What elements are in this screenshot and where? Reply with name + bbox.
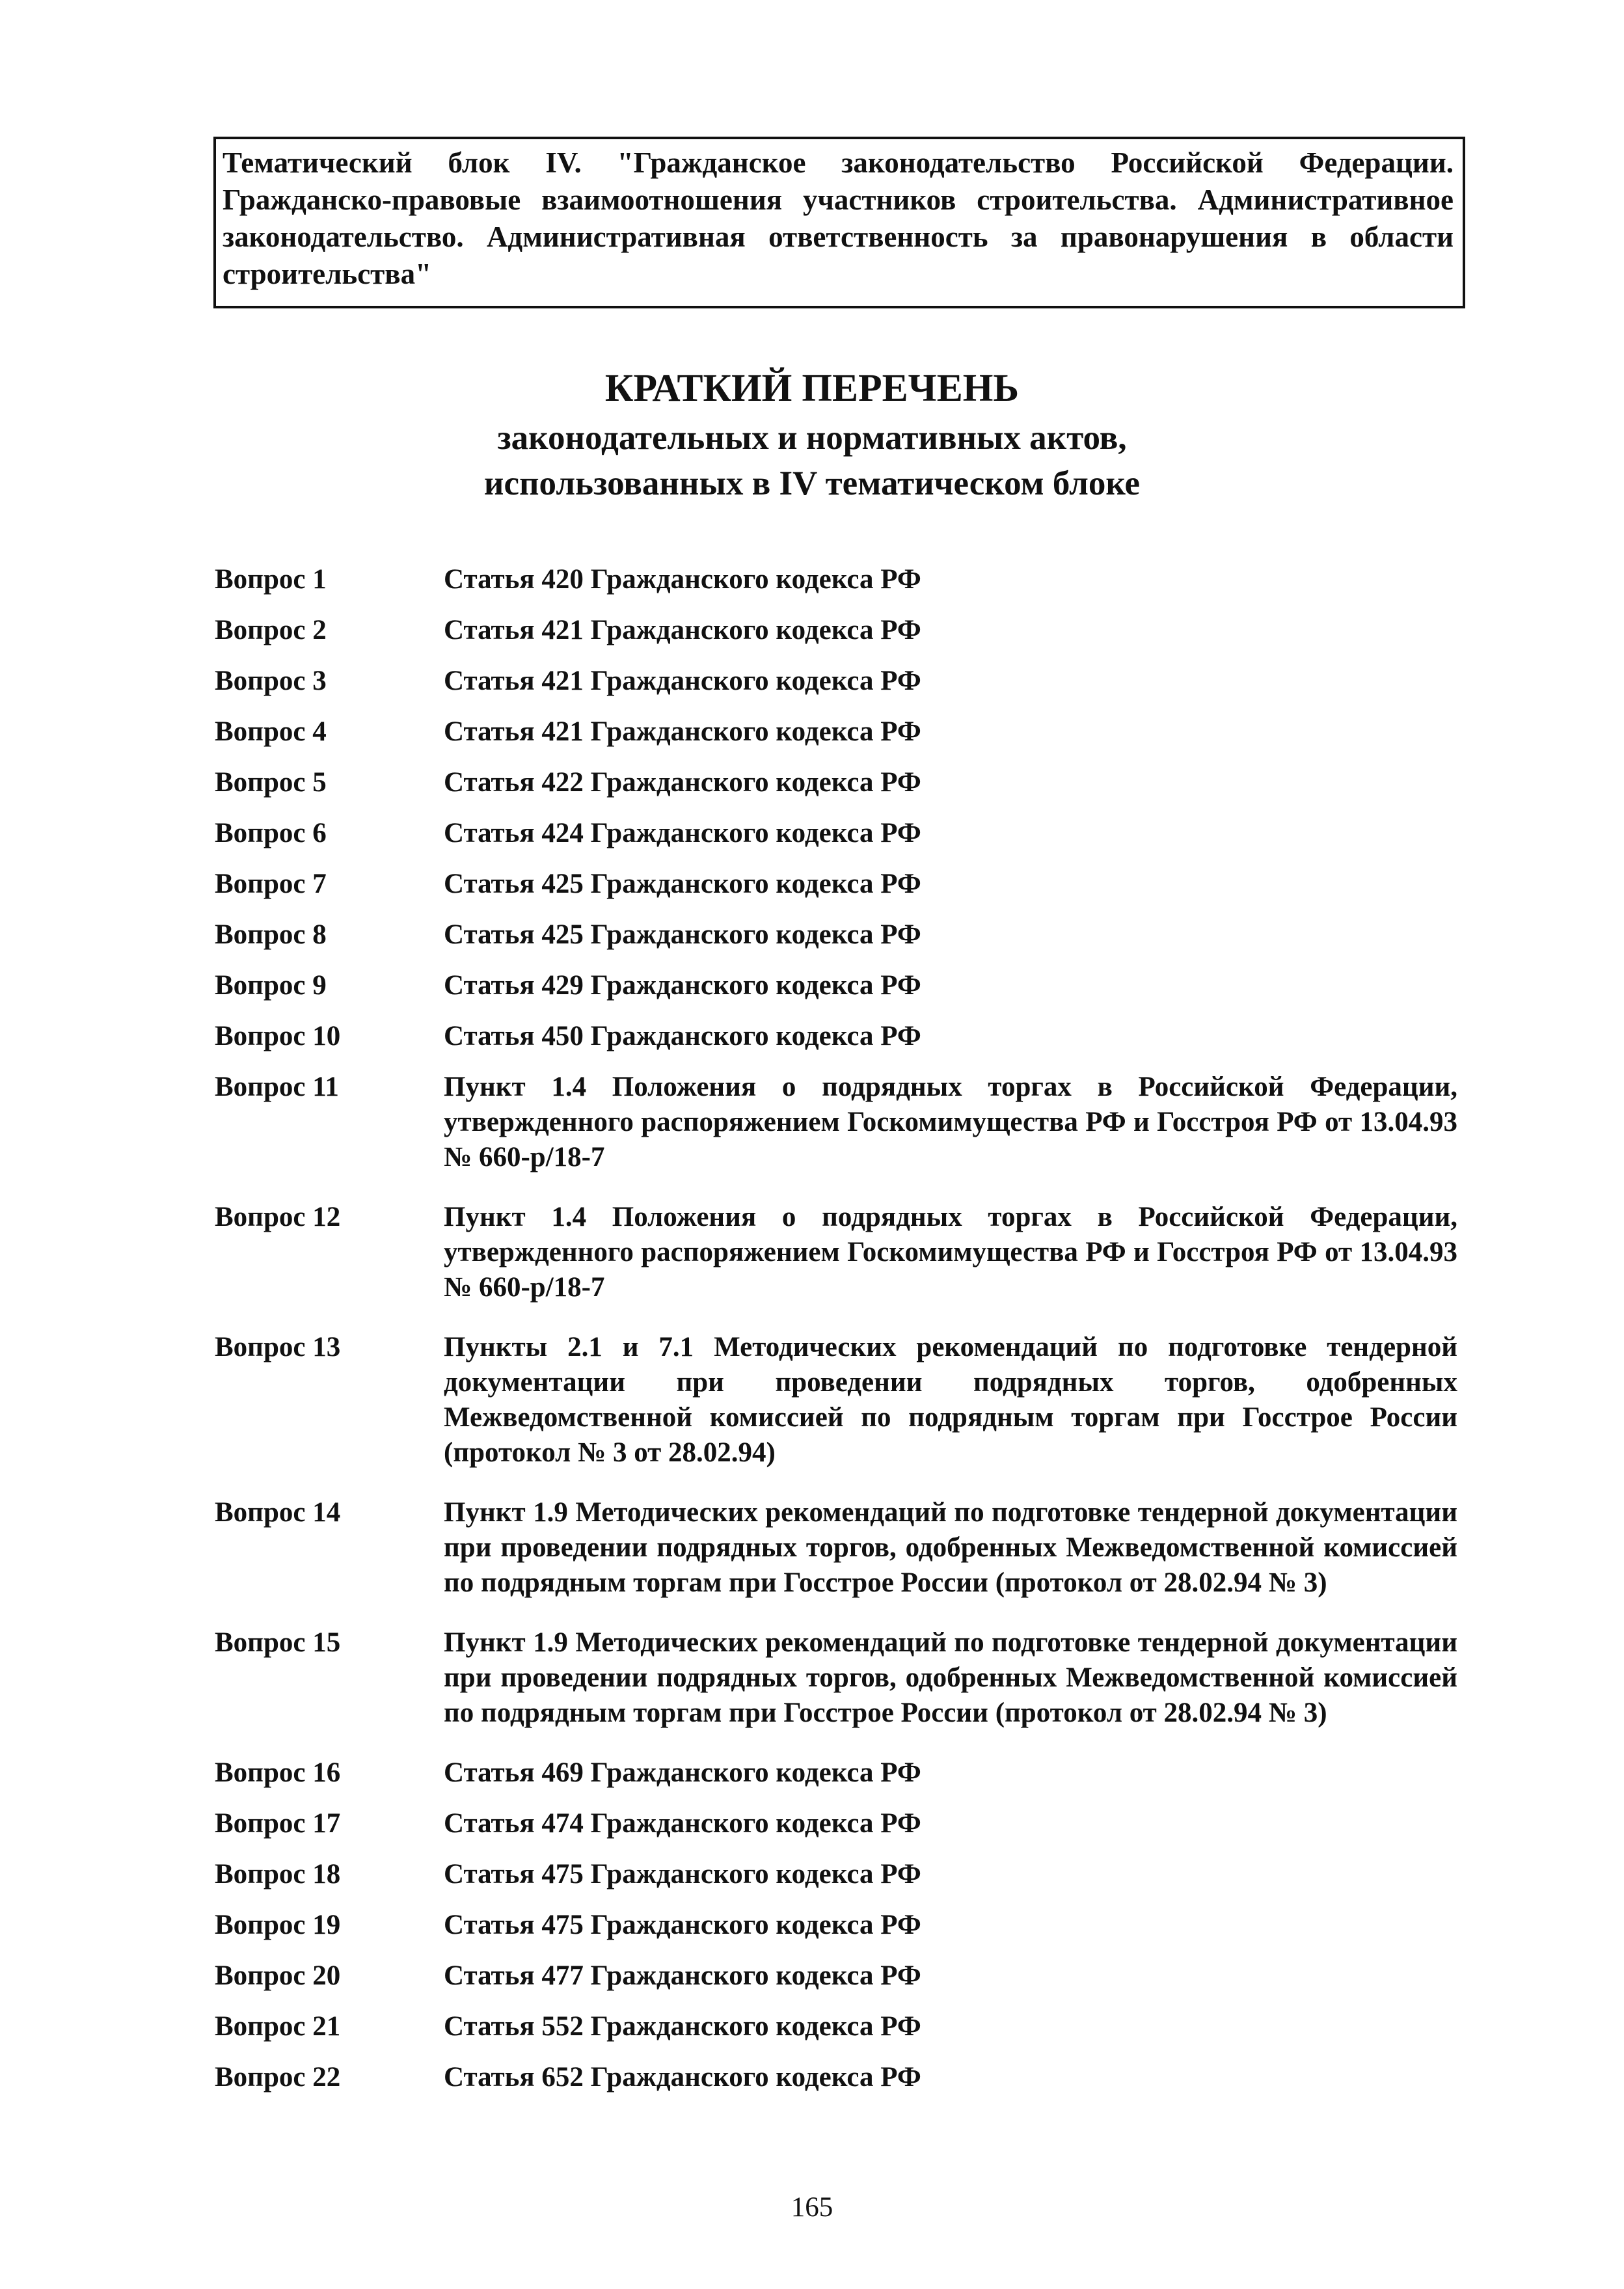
question-source: Пункт 1.9 Методических рекомендаций по подготовке тендерной документации при проведении подрядных торгов, одобренных Межведомственной комиссией по подрядным торгам при Госстрое России (протокол от 28.02.94 № 3) (444, 1627, 1457, 1728)
question-label: Вопрос 3 (215, 666, 327, 696)
question-source: Статья 424 Гражданского кодекса РФ (444, 818, 921, 848)
question-source: Статья 652 Гражданского кодекса РФ (444, 2062, 921, 2093)
question-label: Вопрос 9 (215, 970, 327, 1001)
question-row (215, 765, 1464, 800)
question-source: Пункт 1.4 Положения о подрядных торгах в Российской Федерации, утвержденного распоряжением Госкомимущества РФ и Госстроя РФ от 13.04.93 № 660-р/18-7 (444, 1202, 1457, 1303)
question-row (215, 2009, 1464, 2044)
list-subtitle-line-2: использованных в IV тематическом блоке (483, 465, 1141, 502)
question-source: Статья 421 Гражданского кодекса РФ (444, 666, 921, 696)
question-row (215, 1330, 1464, 1470)
question-label: Вопрос 12 (215, 1202, 341, 1232)
question-label: Вопрос 6 (215, 818, 327, 848)
question-label: Вопрос 18 (215, 1859, 341, 1889)
question-source: Статья 469 Гражданского кодекса РФ (444, 1757, 921, 1788)
question-row (215, 1958, 1464, 1994)
question-source: Статья 475 Гражданского кодекса РФ (444, 1910, 921, 1940)
question-row (215, 664, 1464, 699)
question-source: Пункт 1.4 Положения о подрядных торгах в Российской Федерации, утвержденного распоряжением Госкомимущества РФ и Госстроя РФ от 13.04.93 № 660-р/18-7 (444, 1072, 1457, 1172)
question-label: Вопрос 20 (215, 1960, 341, 1991)
list-title: КРАТКИЙ ПЕРЕЧЕНЬ (604, 366, 1020, 409)
question-row (215, 613, 1464, 648)
question-source: Статья 421 Гражданского кодекса РФ (444, 716, 921, 747)
question-label: Вопрос 19 (215, 1910, 341, 1940)
question-source: Пункты 2.1 и 7.1 Методических рекомендаций по подготовке тендерной документации при проведении подрядных торгов, одобренных Межведомственной комиссией по подрядным торгам при Госстрое России (протокол № 3 от 28.02.94) (444, 1332, 1457, 1468)
question-row (215, 1019, 1464, 1054)
question-source: Статья 425 Гражданского кодекса РФ (444, 919, 921, 950)
list-subtitle-line-1: законодательных и нормативных актов, (497, 419, 1127, 457)
question-label: Вопрос 17 (215, 1808, 341, 1839)
question-label: Вопрос 16 (215, 1757, 341, 1788)
question-label: Вопрос 21 (215, 2011, 341, 2042)
question-row (215, 867, 1464, 902)
question-label: Вопрос 8 (215, 919, 327, 950)
question-source: Статья 420 Гражданского кодекса РФ (444, 564, 921, 595)
question-source: Статья 421 Гражданского кодекса РФ (444, 615, 921, 645)
theme-block-text: Тематический блок IV. "Гражданское законодательство Российской Федерации. Гражданско-правовые взаимоотношения участников строительства. Административное законодательство. Административная ответственность за правонарушения в области строительства" (223, 146, 1454, 290)
question-row (215, 1625, 1464, 1731)
question-label: Вопрос 14 (215, 1497, 341, 1528)
question-row (215, 917, 1464, 953)
question-row (215, 1806, 1464, 1841)
question-label: Вопрос 11 (215, 1072, 339, 1102)
question-source-list (215, 562, 1464, 2111)
question-label: Вопрос 4 (215, 716, 327, 747)
question-label: Вопрос 15 (215, 1627, 341, 1658)
question-row (215, 1908, 1464, 1943)
question-label: Вопрос 7 (215, 869, 327, 899)
question-source: Статья 552 Гражданского кодекса РФ (444, 2011, 921, 2042)
question-row (215, 816, 1464, 851)
question-row (215, 1070, 1464, 1175)
question-source: Статья 477 Гражданского кодекса РФ (444, 1960, 921, 1991)
question-label: Вопрос 22 (215, 2062, 341, 2093)
question-row (215, 1495, 1464, 1601)
page-number: 165 (791, 2192, 833, 2223)
question-source: Статья 450 Гражданского кодекса РФ (444, 1021, 921, 1051)
question-row (215, 1857, 1464, 1892)
question-row (215, 1755, 1464, 1791)
question-label: Вопрос 13 (215, 1332, 341, 1362)
question-row (215, 714, 1464, 750)
question-row (215, 2060, 1464, 2095)
question-label: Вопрос 10 (215, 1021, 341, 1051)
question-label: Вопрос 2 (215, 615, 327, 645)
question-source: Статья 429 Гражданского кодекса РФ (444, 970, 921, 1001)
question-source: Статья 474 Гражданского кодекса РФ (444, 1808, 921, 1839)
question-source: Статья 475 Гражданского кодекса РФ (444, 1859, 921, 1889)
question-source: Статья 422 Гражданского кодекса РФ (444, 767, 921, 798)
question-row (215, 968, 1464, 1003)
theme-block-box (213, 137, 1465, 308)
question-label: Вопрос 5 (215, 767, 327, 798)
question-row (215, 562, 1464, 597)
question-label: Вопрос 1 (215, 564, 327, 595)
question-row (215, 1200, 1464, 1305)
question-source: Статья 425 Гражданского кодекса РФ (444, 869, 921, 899)
question-source: Пункт 1.9 Методических рекомендаций по подготовке тендерной документации при проведении подрядных торгов, одобренных Межведомственной комиссией по подрядным торгам при Госстрое России (протокол от 28.02.94 № 3) (444, 1497, 1457, 1598)
